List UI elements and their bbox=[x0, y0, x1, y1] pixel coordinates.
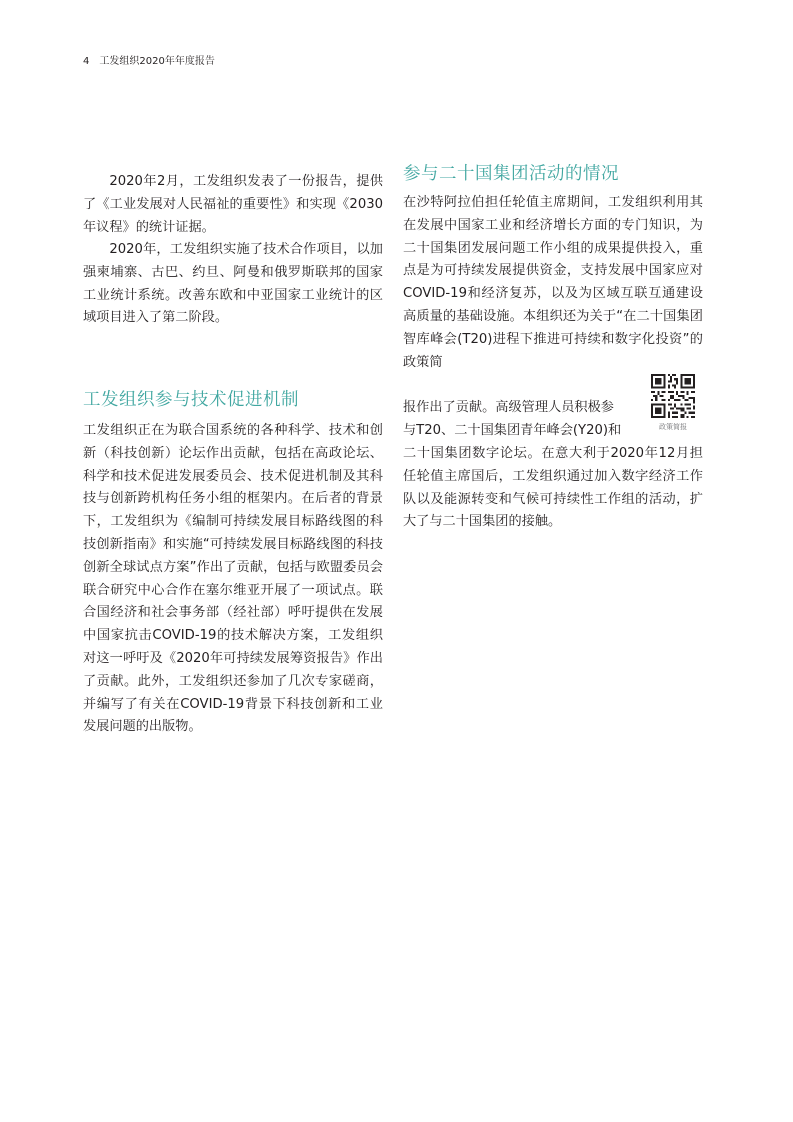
paragraph-g20-part1: 在沙特阿拉伯担任轮值主席期间，工发组织利用其在发展中国家工业和经济增长方面的专门知识，为二十国集团发展问题工作小组的成果提供投入，重点是为可持续发展提供资金，支持发展中国家应对COVID-19和经济复苏，以及为区域互联互通建设高质量的基础设施。本组织还为关于“在二十国集团智库峰会(T20)进程下推进可持续和数字化投资”的政策简 bbox=[403, 195, 703, 370]
paragraph-sti-forums: 工发组织正在为联合国系统的各种科学、技术和创新（科技创新）论坛作出贡献，包括在高政论坛、科学和技术促进发展委员会、技术促进机制及其科技与创新跨机构任务小组的框架内。在后者的背景下，工发组织为《编制可持续发展目标路线图的科技创新指南》和实施“可持续发展目标路线图的科技创新全球试点方案”作出了贡献，包括与欧盟委员会联合研究中心合作在塞尔维亚开展了一项试点。联合国经济和社会事务部（经社部）呼吁提供在发展中国家抗击COVID-19的技术解决方案，工发组织对这一呼吁及《2020年可持续发展筹资报告》作出了贡献。此外，工发组织还参加了几次专家磋商，并编写了有关在COVID-19背景下科技创新和工业发展问题的出版物。 bbox=[83, 423, 383, 735]
paragraph-statistics-report: 2020年2月，工发组织发表了一份报告，提供了《工业发展对人民福祉的重要性》和实现《2030年议程》的统计证据。 bbox=[83, 174, 383, 235]
section-heading-technology-facilitation: 工发组织参与技术促进机制 bbox=[83, 390, 299, 410]
paragraph-g20-line-narrow-2: 与T20、二十国集团青年峰会(Y20)和 bbox=[403, 423, 622, 438]
qr-code-block[interactable] bbox=[648, 374, 698, 432]
publication-title: 工发组织2020年年度报告 bbox=[99, 56, 215, 67]
paragraph-g20-line-narrow-1: 报作出了贡献。高级管理人员积极参 bbox=[403, 400, 614, 415]
section-heading-g20: 参与二十国集团活动的情况 bbox=[403, 164, 619, 184]
qr-code-icon[interactable] bbox=[651, 374, 695, 418]
qr-caption: 政策简报 bbox=[659, 423, 687, 431]
running-header bbox=[83, 52, 215, 67]
page-number: 4 bbox=[83, 56, 90, 67]
paragraph-g20-part2: 二十国集团数字论坛。在意大利于2020年12月担任轮值主席国后，工发组织通过加入数字经济工作队以及能源转变和气候可持续性工作组的活动，扩大了与二十国集团的接触。 bbox=[403, 446, 703, 530]
paragraph-technical-cooperation: 2020年，工发组织实施了技术合作项目，以加强柬埔寨、古巴、约旦、阿曼和俄罗斯联邦的国家工业统计系统。改善东欧和中亚国家工业统计的区域项目进入了第二阶段。 bbox=[83, 242, 383, 326]
